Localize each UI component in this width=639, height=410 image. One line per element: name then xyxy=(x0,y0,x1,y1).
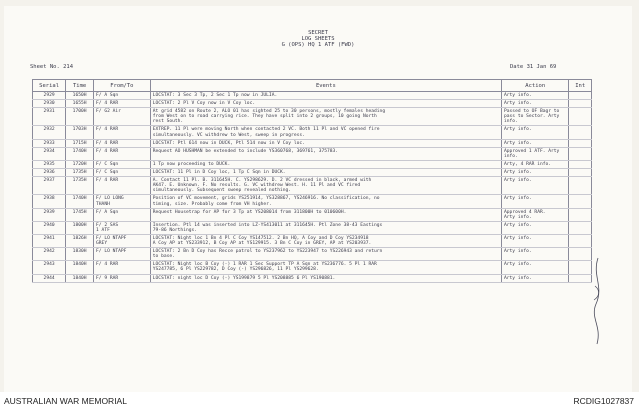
row-action: Arty info. xyxy=(502,169,569,177)
unit-heading: G (OPS) HQ 1 ATF (FWD) xyxy=(281,42,355,48)
table-row xyxy=(33,274,592,282)
col-events: Events xyxy=(150,80,501,92)
col-serial: Serial xyxy=(33,80,66,92)
row-time: 1740H xyxy=(66,147,94,160)
row-int xyxy=(569,221,592,234)
row-int xyxy=(569,126,592,139)
row-from-to: F/ 4 RAR xyxy=(94,147,151,160)
table-row xyxy=(33,147,592,160)
row-from-to: F/ 4 RAR xyxy=(94,126,151,139)
table-row xyxy=(33,234,592,247)
row-action: Arty info. xyxy=(502,234,569,247)
table-row xyxy=(33,100,592,108)
row-time: 1735H xyxy=(66,169,94,177)
row-time: 1703H xyxy=(66,126,94,139)
row-time: 1720H xyxy=(66,160,94,168)
row-from-to: F/ A Sqn xyxy=(94,92,151,100)
table-row xyxy=(33,108,592,126)
row-events: A. Contact 11 Pl. B. 311645H. C. YS298629. D. 2 VC dressed in black, armed with AK47. E. Unknown. F. No results. G. VC withdrew West. H. 11 Pl and VC fired simultaneously. Subsequent sweep revealed nothing. xyxy=(150,177,501,195)
row-events: LOCSTAT: Ptl 614 now in DUCK, Ptl 514 now in V Coy loc. xyxy=(150,139,501,147)
row-events: Position of VC movement, grids YS251914, YS328867, YS246916. No classification, no timing, size. Probably come from VH higher. xyxy=(150,195,501,208)
row-events: LOCSTAT: night loc D Coy (-) YS199879 5 Pl YS208885 6 Pl YS190881. xyxy=(150,274,501,282)
row-serial: 2930 xyxy=(33,100,66,108)
sheet-date-value: 31 Jan 69 xyxy=(526,64,557,70)
table-row xyxy=(33,169,592,177)
log-table-body xyxy=(33,92,592,283)
row-int xyxy=(569,100,592,108)
table-row xyxy=(33,126,592,139)
row-time: 1830H xyxy=(66,248,94,261)
classification-label: SECRET xyxy=(308,30,328,36)
row-time: 1740H xyxy=(66,195,94,208)
row-events: Request AO HUSHMAN be extended to include YS360768, 369761, 375783. xyxy=(150,147,501,160)
row-time: 1655H xyxy=(66,100,94,108)
row-events: Request Housetrap for AP for 3 Tp at YS208014 from 311800H to 010600H. xyxy=(150,208,501,221)
sheet-date-label: Date xyxy=(510,64,524,70)
row-from-to: F/ C Sqn xyxy=(94,160,151,168)
row-int xyxy=(569,234,592,247)
log-sheet-page xyxy=(4,6,632,392)
table-row xyxy=(33,160,592,168)
row-serial: 2936 xyxy=(33,169,66,177)
row-from-to: F/ C Sqn xyxy=(94,169,151,177)
row-int xyxy=(569,169,592,177)
col-from-to: From/To xyxy=(94,80,151,92)
row-action: Approved 4 RAR. Arty info. xyxy=(502,208,569,221)
row-int xyxy=(569,177,592,195)
sheet-number-value: 214 xyxy=(63,64,74,70)
row-from-to: F/ 4 RAR xyxy=(94,177,151,195)
row-serial: 2944 xyxy=(33,274,66,282)
row-serial: 2937 xyxy=(33,177,66,195)
sheet-number-label: Sheet No. xyxy=(30,64,60,70)
row-events: LOCSTAT: 2 Pl V Coy now in V Coy loc. xyxy=(150,100,501,108)
row-serial: 2938 xyxy=(33,195,66,208)
row-time: 1826H xyxy=(66,234,94,247)
row-serial: 2934 xyxy=(33,147,66,160)
sheet-date xyxy=(510,64,556,70)
row-action: Arty info. xyxy=(502,221,569,234)
row-from-to: F/ 4 RAR xyxy=(94,100,151,108)
row-from-to: F/ A Sqn xyxy=(94,208,151,221)
row-from-to: F/ LO NTAPF xyxy=(94,248,151,261)
row-time: 1840H xyxy=(66,261,94,274)
row-from-to: F/ 9 RAR xyxy=(94,274,151,282)
table-row xyxy=(33,208,592,221)
row-from-to: F/ LO LONG THANH xyxy=(94,195,151,208)
row-from-to: F/ LO NTAPF GREY xyxy=(94,234,151,247)
footer-institution: AUSTRALIAN WAR MEMORIAL xyxy=(4,396,127,406)
row-action: Arty info. xyxy=(502,274,569,282)
table-row xyxy=(33,139,592,147)
row-serial: 2933 xyxy=(33,139,66,147)
row-time: 1745H xyxy=(66,208,94,221)
row-action: Arty info. xyxy=(502,177,569,195)
archive-footer xyxy=(0,392,639,410)
row-serial: 2943 xyxy=(33,261,66,274)
row-events: LOCSTAT: 3 Sec 3 Tp, 2 Sec 1 Tp now in JULIA. xyxy=(150,92,501,100)
table-row xyxy=(33,177,592,195)
row-action: Arty info. xyxy=(502,195,569,208)
row-time: 1700H xyxy=(66,108,94,126)
row-time: 1715H xyxy=(66,139,94,147)
row-events: LOCSTAT: 2 Bn D Coy has Recce patrol to YS237962 to YS223947 to YS226943 and return to base. xyxy=(150,248,501,261)
row-events: At grid 4582 on Route 2, ALO 01 has sighted 25 to 30 persons, mostly females heading from West on to road carrying rice. They have split into 2 groups, 10 going North rest South. xyxy=(150,108,501,126)
row-from-to: F/ 2 SAS 1 ATF xyxy=(94,221,151,234)
row-serial: 2932 xyxy=(33,126,66,139)
row-action: Approved 1 ATF. Arty info. xyxy=(502,147,569,160)
row-serial: 2931 xyxy=(33,108,66,126)
sheet-number xyxy=(30,64,73,70)
table-header-row xyxy=(33,80,592,92)
row-action: Passed to OF Bagr to pass to Sector. Arty info. xyxy=(502,108,569,126)
row-int xyxy=(569,108,592,126)
row-action: Arty info. xyxy=(502,92,569,100)
row-time: 1840H xyxy=(66,274,94,282)
row-int xyxy=(569,195,592,208)
row-serial: 2942 xyxy=(33,248,66,261)
row-action: Arty info. xyxy=(502,126,569,139)
row-action: Arty, 4 RAR info. xyxy=(502,160,569,168)
document-title: LOG SHEETS xyxy=(301,36,335,42)
row-from-to: F/ G2 Air xyxy=(94,108,151,126)
col-action: Action xyxy=(502,80,569,92)
table-row xyxy=(33,221,592,234)
row-events: LOCSTAT: Night loc 1 Bn 4 Pl C Coy YS147512. 2 Bn HQ, A Coy and D Coy YS234918 A Coy AP at YS233912, B Coy AP at YS129915. 3 Bn C Coy in GREY, AP at YS203937. xyxy=(150,234,501,247)
row-int xyxy=(569,208,592,221)
row-events: EXTREP. 11 Pl were moving North when contacted 2 VC. Both 11 Pl and VC opened fire simultaneously. VC withdrew to West, sweep in progress. xyxy=(150,126,501,139)
row-time: 1800H xyxy=(66,221,94,234)
row-action: Arty info. xyxy=(502,139,569,147)
log-table xyxy=(32,79,592,283)
row-int xyxy=(569,147,592,160)
row-action: Arty info. xyxy=(502,100,569,108)
row-events: 1 Tp now proceeding to DUCK. xyxy=(150,160,501,168)
table-row xyxy=(33,248,592,261)
row-events: Insertion. Ptl 14 was inserted into LZ-YS413011 at 311645H. Ptl Zone 38-43 Eastings 79-86 Northings. xyxy=(150,221,501,234)
row-time: 1735H xyxy=(66,177,94,195)
handwritten-mark xyxy=(588,256,608,346)
row-serial: 2940 xyxy=(33,221,66,234)
row-int xyxy=(569,139,592,147)
row-int xyxy=(569,160,592,168)
table-row xyxy=(33,261,592,274)
row-from-to: F/ 4 RAR xyxy=(94,139,151,147)
row-action: Arty info. xyxy=(502,261,569,274)
col-time: Time xyxy=(66,80,94,92)
row-serial: 2935 xyxy=(33,160,66,168)
row-serial: 2941 xyxy=(33,234,66,247)
table-row xyxy=(33,195,592,208)
row-serial: 2929 xyxy=(33,92,66,100)
row-events: LOCSTAT: Night loc B Coy (-) 1 RAR 1 Sec Support TP A Sqn at YS236776. 5 Pl 1 RAR YS247785, 6 Pl YS229782, D Coy (-) YS296826, 11 Pl YS299628. xyxy=(150,261,501,274)
col-int: Int xyxy=(569,80,592,92)
row-from-to: F/ 4 RAR xyxy=(94,261,151,274)
row-serial: 2939 xyxy=(33,208,66,221)
table-row xyxy=(33,92,592,100)
row-action: Arty info. xyxy=(502,248,569,261)
row-int xyxy=(569,92,592,100)
footer-record-id: RCDIG1027837 xyxy=(573,396,634,406)
row-time: 1650H xyxy=(66,92,94,100)
row-events: LOCSTAT: 11 Pl in D Coy loc, 1 Tp C Sqn in DUCK. xyxy=(150,169,501,177)
